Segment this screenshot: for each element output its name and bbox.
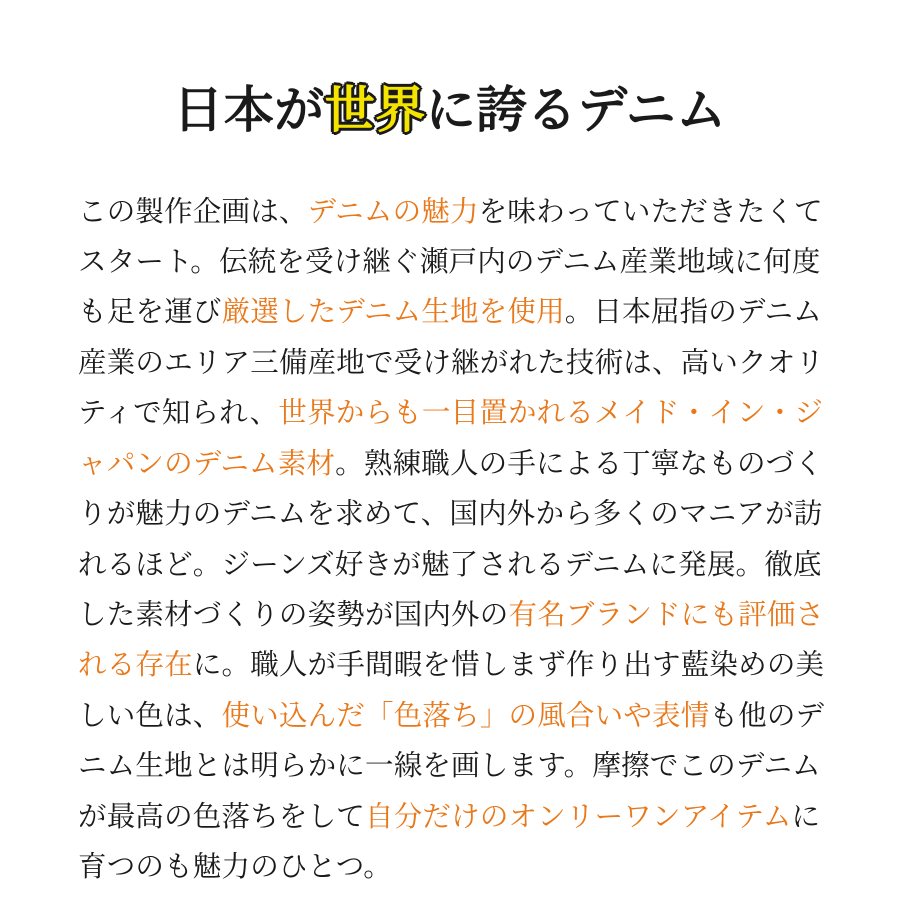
body-copy <box>78 187 826 893</box>
body-segment-8-highlight: 有名ブランドにも評価される存在 <box>78 599 825 682</box>
body-segment-4-highlight: 厳選したデニム生地を使用 <box>221 296 565 329</box>
body-segment-10-highlight: 使い込んだ「色落ち」の風合いや表情 <box>221 699 710 732</box>
body-segment-11: も他のデニム生地とは明らかに一線を画します。摩擦でこのデニムが最高の色落ちをして <box>78 699 825 833</box>
body-segment-13: に育つのも魅力のひとつ。 <box>78 800 821 884</box>
body-segment-9: に。職人が手間暇を惜しまず作り出す藍染めの美しい色は、 <box>78 649 825 732</box>
body-segment-1: この製作企画は、 <box>78 195 308 228</box>
headline-part-1: 日本が <box>173 81 325 138</box>
headline-part-3: に誇るデニム <box>425 81 727 138</box>
body-segment-3: を味わっていただきたくてスタート。伝統を受け継ぐ瀬戸内のデニム産業地域に何度も足を運び <box>78 195 823 329</box>
body-segment-2-highlight: デニムの魅力 <box>307 195 479 228</box>
body-segment-12-highlight: 自分だけのオンリーワンアイテム <box>365 800 792 833</box>
page-title <box>0 82 900 138</box>
body-segment-5: 。日本屈指のデニム産業のエリア三備産地で受け継がれた技術は、高いクオリティで知られ、 <box>78 296 825 430</box>
body-segment-7: 。熟練職人の手による丁寧なものづくりが魅力のデニムを求めて、国内外から多くのマニアが訪れるほど。ジーンズ好きが魅了されるデニムに発展。徹底した素材づくりの姿勢が国内外の <box>78 447 824 631</box>
headline-part-2-accent: 世界 <box>324 81 426 138</box>
body-segment-6-highlight: 世界からも一目置かれるメイド・イン・ジャパンのデニム素材 <box>78 397 824 480</box>
